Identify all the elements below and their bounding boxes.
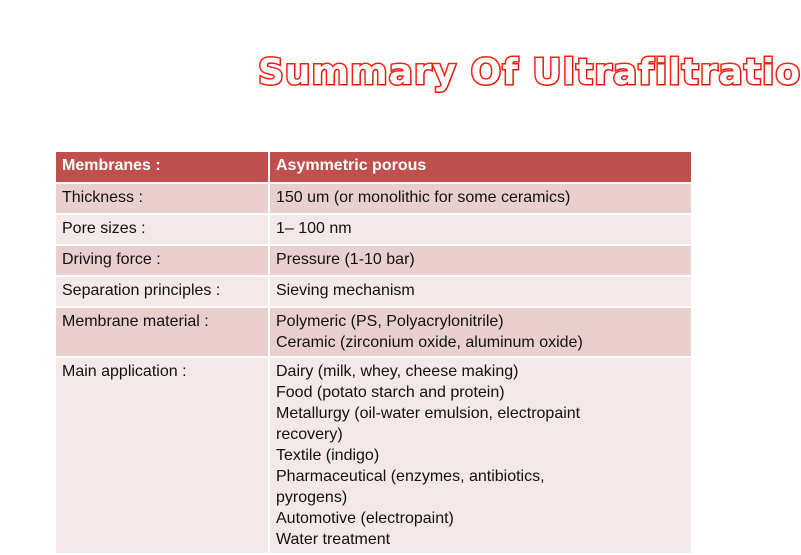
table-row bbox=[55, 357, 692, 554]
row-value-line: Dairy (milk, whey, cheese making) bbox=[276, 363, 519, 380]
table-row bbox=[55, 307, 692, 357]
row-label-cell: Thickness : bbox=[55, 183, 269, 214]
row-value-cell bbox=[269, 214, 692, 245]
row-value-line: Automotive (electropaint) bbox=[276, 510, 454, 527]
table-row bbox=[55, 183, 692, 214]
row-value-line: Pharmaceutical (enzymes, antibiotics, bbox=[276, 468, 545, 485]
row-value-cell bbox=[269, 245, 692, 276]
row-value-cell bbox=[269, 276, 692, 307]
header-label-cell: Membranes : bbox=[55, 151, 269, 183]
row-value-line: Sieving mechanism bbox=[276, 282, 415, 299]
row-value-line: Polymeric (PS, Polyacrylonitrile) bbox=[276, 313, 504, 330]
row-value-cell bbox=[269, 307, 692, 357]
row-label-cell: Membrane material : bbox=[55, 307, 269, 357]
row-label-cell: Driving force : bbox=[55, 245, 269, 276]
row-value-line: Textile (indigo) bbox=[276, 447, 380, 464]
table-header-row bbox=[55, 151, 692, 183]
row-value-line: Water treatment bbox=[276, 531, 391, 548]
row-value-line: Ceramic (zirconium oxide, aluminum oxide) bbox=[276, 334, 583, 351]
row-value-cell bbox=[269, 183, 692, 214]
row-value-line: Food (potato starch and protein) bbox=[276, 384, 505, 401]
slide-title: Summary Of Ultrafiltratio bbox=[258, 52, 801, 93]
row-value-line: pyrogens) bbox=[276, 489, 348, 506]
summary-table bbox=[54, 150, 693, 555]
table-row bbox=[55, 245, 692, 276]
row-value-line: Pressure (1-10 bar) bbox=[276, 251, 415, 268]
row-value-line: 1– 100 nm bbox=[276, 220, 352, 237]
row-value-cell bbox=[269, 357, 692, 554]
row-label-cell: Separation principles : bbox=[55, 276, 269, 307]
row-label-cell: Pore sizes : bbox=[55, 214, 269, 245]
row-value-line: 150 um (or monolithic for some ceramics) bbox=[276, 189, 571, 206]
row-value-line: recovery) bbox=[276, 426, 343, 443]
row-label-cell: Main application : bbox=[55, 357, 269, 554]
table-row bbox=[55, 214, 692, 245]
row-value-line: Metallurgy (oil-water emulsion, electropaint bbox=[276, 405, 581, 422]
table-row bbox=[55, 276, 692, 307]
header-value-cell: Asymmetric porous bbox=[269, 151, 692, 183]
